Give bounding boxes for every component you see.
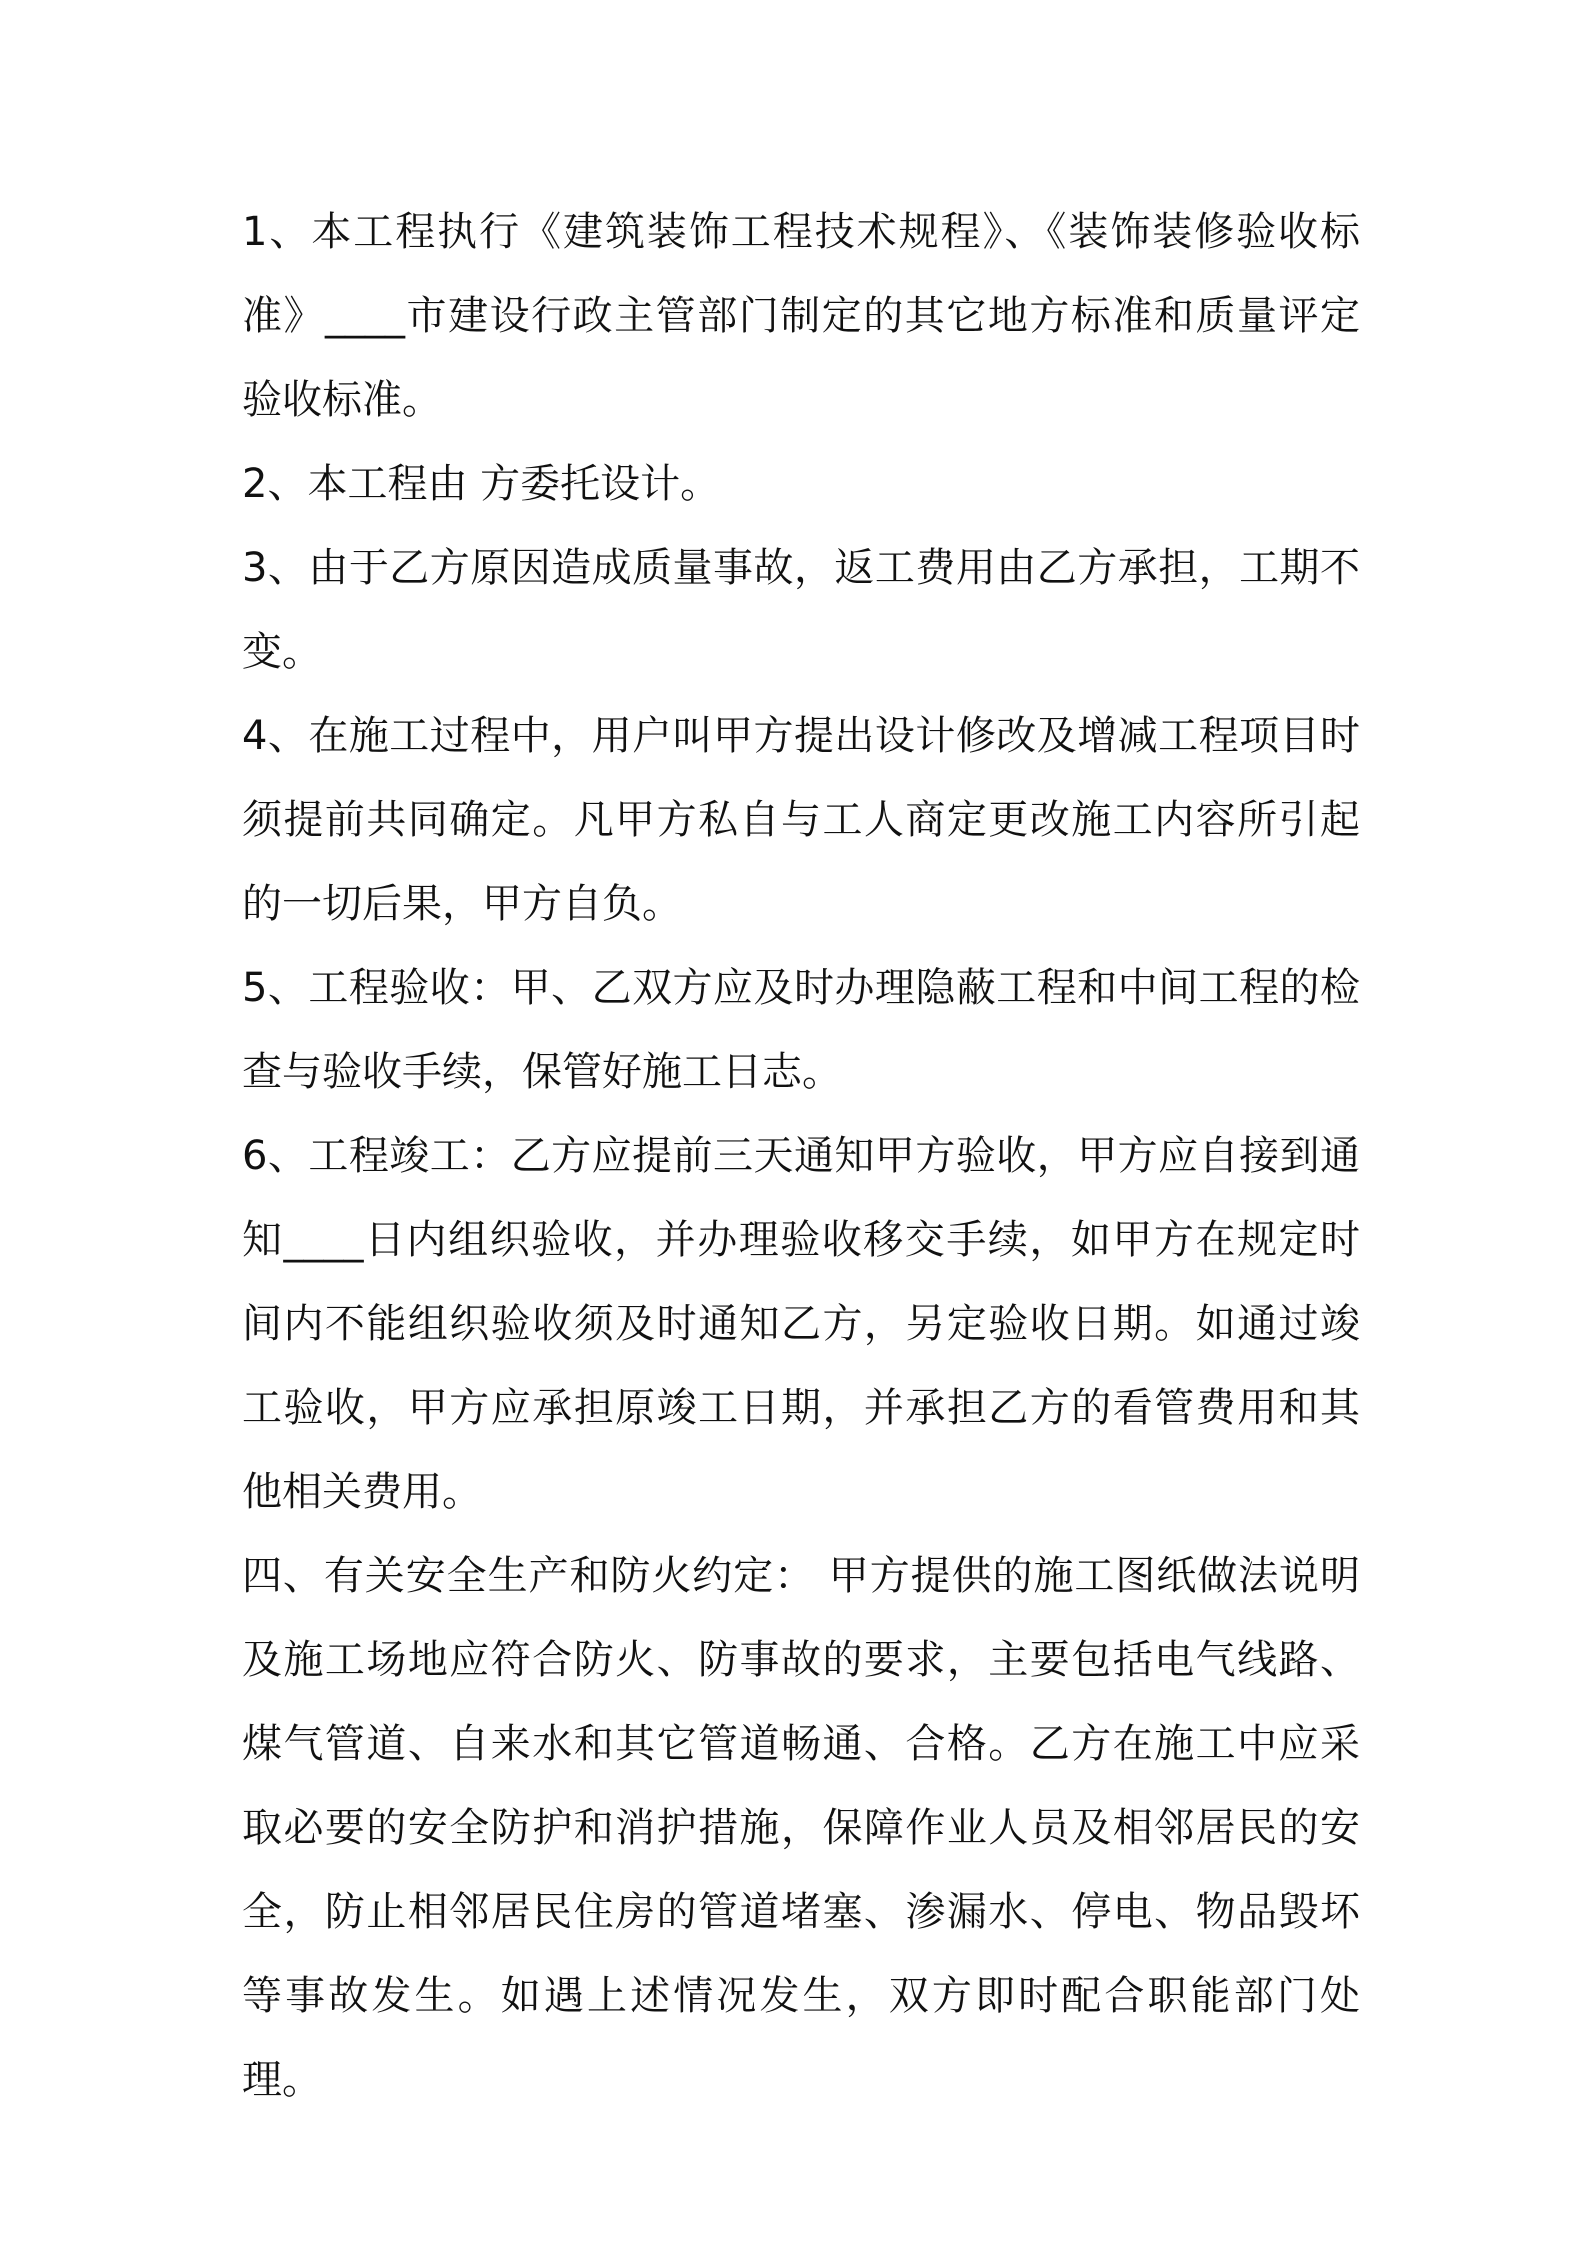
safety-fire-section-paragraph: 四、有关安全生产和防火约定： 甲方提供的施工图纸做法说明及施工场地应符合防火、防事故的要求，主要包括电气线路、煤气管道、自来水和其它管道畅通、合格。乙方在施工中应采取必要的安全防护和消护措施，保障作业人员及相邻居民的安全，防止相邻居民住房的管道堵塞、渗漏水、停电、物品毁坏等事故发生。如遇上述情况发生，双方即时配合职能部门处理。 [242,1553,1360,2103]
clause-5-paragraph: 5、工程验收：甲、乙双方应及时办理隐蔽工程和中间工程的检查与验收手续，保管好施工日志。 [242,965,1360,1095]
clause-1-paragraph: 1、本工程执行《建筑装饰工程技术规程》、《装饰装修验收标准》____市建设行政主管部门制定的其它地方标准和质量评定验收标准。 [242,209,1360,423]
clause-6-paragraph: 6、工程竣工：乙方应提前三天通知甲方验收，甲方应自接到通知____日内组织验收，并办理验收移交手续，如甲方在规定时间内不能组织验收须及时通知乙方，另定验收日期。如通过竣工验收，甲方应承担原竣工日期，并承担乙方的看管费用和其他相关费用。 [242,1133,1360,1515]
clause-4-paragraph: 4、在施工过程中，用户叫甲方提出设计修改及增减工程项目时须提前共同确定。凡甲方私自与工人商定更改施工内容所引起的一切后果，甲方自负。 [242,713,1360,927]
clause-3-paragraph: 3、由于乙方原因造成质量事故，返工费用由乙方承担，工期不变。 [242,545,1360,675]
document-body [242,190,1360,2122]
clause-2-paragraph: 2、本工程由 方委托设计。 [242,461,721,507]
